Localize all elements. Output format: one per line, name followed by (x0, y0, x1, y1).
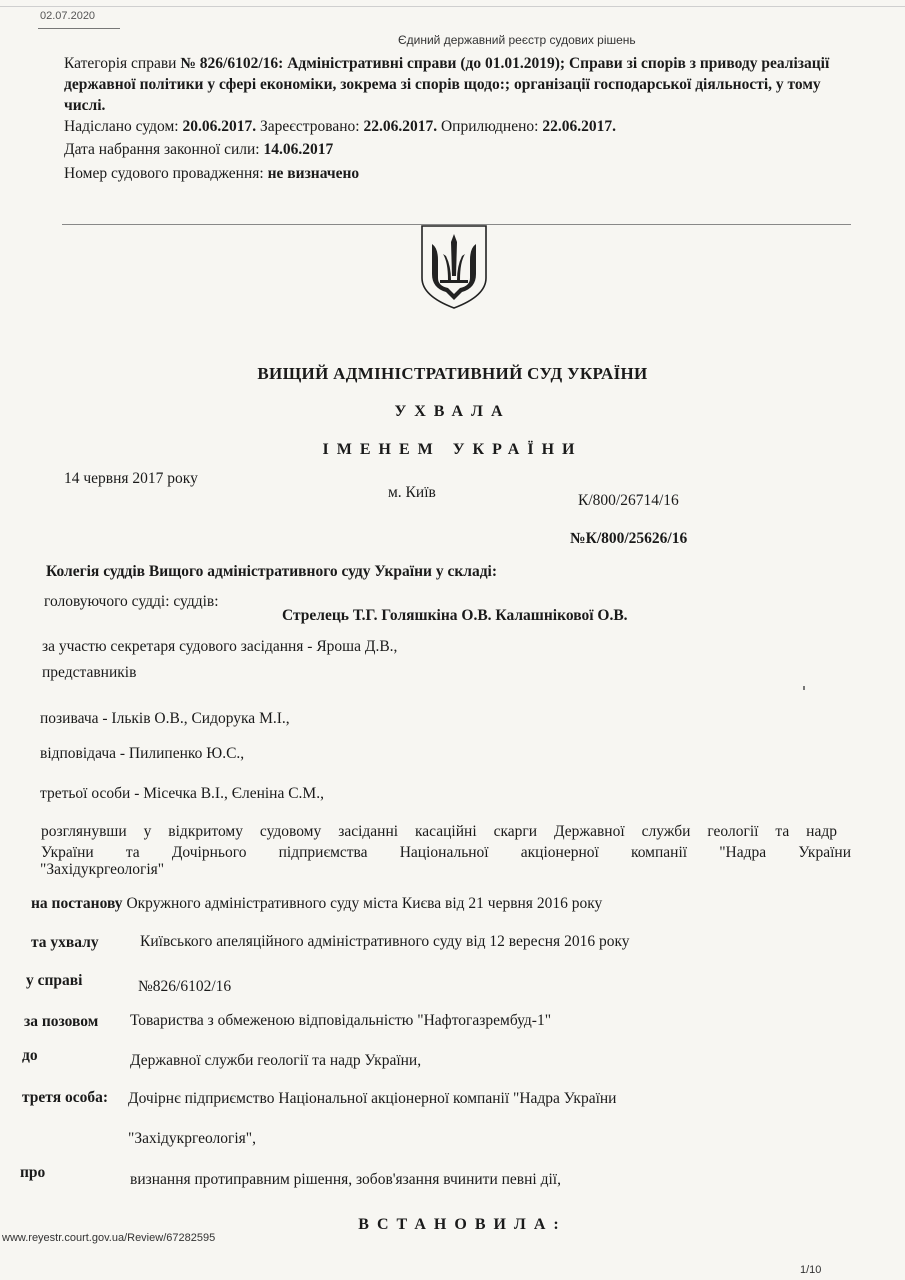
on-ruling-label: на постанову (31, 895, 123, 912)
page-number: 1/10 (800, 1264, 822, 1276)
footer-url: www.reyestr.court.gov.ua/Review/67282595 (2, 1232, 216, 1244)
panel-heading: Колегія суддів Вищого адміністративного суду України у складі: (46, 563, 498, 580)
secretary-line: за участю секретаря судового засідання - Яроша Д.В., (42, 638, 398, 655)
published-value: 22.06.2017. (542, 118, 616, 135)
tryzub-emblem-icon (418, 222, 490, 310)
considered-line-1: розглянувши у відкритому судовому засіданні касаційні скарги Державної служби геології та надр (41, 823, 837, 840)
category-label: Категорія справи (64, 55, 177, 72)
decision-date: 14 червня 2017 року (64, 470, 198, 487)
about-label: про (20, 1164, 46, 1181)
category-value: № 826/6102/16: Адміністративні справи (до 01.01.2019); Справи зі спорів з приводу реалізації державної політики у сфері економіки, зокрема зі спорів щодо:; організації господарської діяльності, у тому числі. (64, 55, 830, 114)
effective-value: 14.06.2017 (263, 141, 334, 158)
third-party-representatives: третьої особи - Місечка В.І., Єленіна С.М., (40, 785, 324, 802)
sent-label: Надіслано судом: (64, 118, 179, 135)
court-name: ВИЩИЙ АДМІНІСТРАТИВНИЙ СУД УКРАЇНИ (257, 364, 648, 383)
proceeding-line (64, 163, 359, 184)
published-label: Оприлюднено: (440, 118, 539, 135)
registered-label: Зареєстровано: (259, 118, 360, 135)
about-value: визнання протиправним рішення, зобов'язання вчинити певні дії, (130, 1171, 561, 1188)
proceeding-value: не визначено (267, 165, 360, 182)
in-case-label: у справі (26, 972, 83, 989)
in-name-of-ukraine: ІМЕНЕМ УКРАЇНИ (322, 441, 583, 458)
registered-value: 22.06.2017. (363, 118, 438, 135)
dates-line (64, 116, 616, 137)
case-number-2: №К/800/25626/16 (570, 530, 688, 547)
established-heading: ВСТАНОВИЛА: (358, 1216, 567, 1233)
print-date: 02.07.2020 (40, 10, 96, 22)
defendant-representatives: відповідача - Пилипенко Ю.С., (40, 745, 245, 762)
claim-label: за позовом (24, 1013, 99, 1030)
and-ruling-value: Київського апеляційного адміністративного суду від 12 вересня 2016 року (140, 933, 630, 950)
print-date-underline (38, 28, 120, 29)
effective-label: Дата набрання законної сили: (64, 141, 260, 158)
sent-value: 20.06.2017. (182, 118, 257, 135)
third-party-value-2: "Західукргеологія", (128, 1130, 257, 1147)
in-case-value: №826/6102/16 (138, 978, 232, 995)
scan-speck (803, 686, 805, 690)
presiding-label: головуючого судді: суддів: (44, 593, 219, 610)
on-ruling-value: Окружного адміністративного суду міста Києва від 21 червня 2016 року (126, 895, 603, 912)
third-party-value-1: Дочірнє підприємство Національної акціонерної компанії "Надра України (128, 1090, 617, 1107)
and-ruling-label: та ухвалу (31, 934, 99, 951)
effective-date-line (64, 139, 333, 160)
plaintiff-representatives: позивача - Ільків О.В., Сидорука М.І., (40, 710, 290, 727)
claim-value: Товариства з обмеженою відповідальністю "Нафтогазрембуд-1" (130, 1012, 552, 1029)
city: м. Київ (388, 484, 436, 501)
case-category (64, 53, 854, 116)
proceeding-label: Номер судового провадження: (64, 165, 264, 182)
document-type: УХВАЛА (394, 403, 511, 420)
page-top-edge (0, 0, 905, 7)
to-value: Державної служби геології та надр України, (130, 1052, 422, 1069)
case-number-1: К/800/26714/16 (578, 492, 679, 509)
on-ruling-line (31, 895, 602, 913)
considered-line-3: "Західукргеологія" (40, 861, 165, 878)
to-label: до (22, 1047, 38, 1064)
registry-title: Єдиний державний реєстр судових рішень (398, 33, 636, 47)
third-party-label: третя особа: (22, 1089, 109, 1106)
considered-line-2: України та Дочірнього підприємства Національної акціонерної компанії "Надра України (41, 844, 851, 861)
presiding-judges: Стрелець Т.Г. Голяшкіна О.В. Калашнікової О.В. (282, 607, 628, 624)
representatives-line: представників (42, 664, 137, 681)
